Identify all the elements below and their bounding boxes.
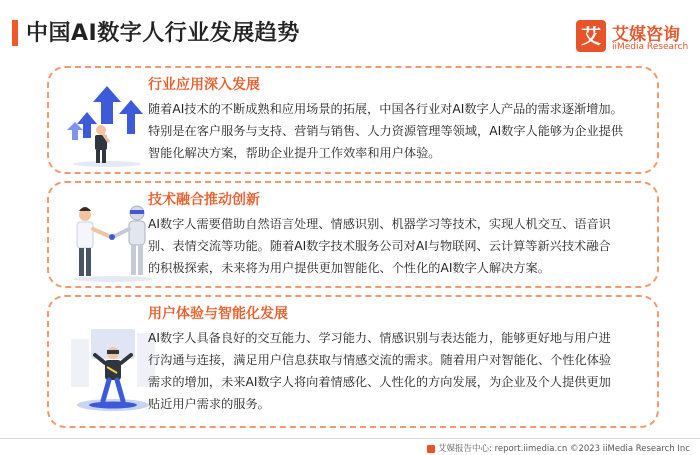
trend-card-1 xyxy=(47,66,659,174)
card-line: 别、表情交流等功能。随着AI数字技术服务公司对AI与物联网、云计算等新兴技术融合 xyxy=(148,239,611,253)
card-line: AI数字人具备良好的交互能力、学习能力、情感识别与表达能力，能够更好地与用户进 xyxy=(148,331,611,345)
brand-logo xyxy=(576,20,692,56)
footer-divider xyxy=(0,438,700,439)
card-line: 智能化解决方案，帮助企业提升工作效率和用户体验。 xyxy=(148,146,441,160)
trend-card-2 xyxy=(47,181,659,288)
page-title: 中国AI数字人行业发展趋势 xyxy=(26,21,300,46)
card-line: 随着AI技术的不断成熟和应用场景的拓展，中国各行业对AI数字人产品的需求逐渐增加。 xyxy=(148,102,623,116)
card-heading: 用户体验与智能化发展 xyxy=(148,306,288,322)
logo-mark: 艾 xyxy=(576,20,606,52)
footer-logo-icon xyxy=(427,445,435,453)
card-line: 的积极探索，未来将为用户提供更加智能化、个性化的AI数字人解决方案。 xyxy=(148,261,550,275)
card-line: 需求的增加，未来AI数字人将向着情感化、人性化的方向发展，为企业及个人提供更加 xyxy=(148,375,611,389)
card-text xyxy=(148,327,648,415)
card-line: AI数字人需要借助自然语言处理、情感识别、机器学习等技术，实现人机交互、语音识 xyxy=(148,217,611,231)
card-line: 贴近用户需求的服务。 xyxy=(148,397,270,411)
card-heading: 行业应用深入发展 xyxy=(148,77,260,93)
card-text xyxy=(148,98,648,164)
footer-text: 艾媒报告中心: report.iimedia.cn ©2023 iiMedia Research Inc xyxy=(438,444,690,454)
card-line: 行沟通与连接，满足用户信息获取与情感交流的需求。随着用户对智能化、个性化体验 xyxy=(148,353,612,367)
card-line: 特别是在客户服务与支持、营销与销售、人力资源管理等领域，AI数字人能够为企业提供 xyxy=(148,124,624,138)
title-accent-bar xyxy=(12,20,18,46)
footer xyxy=(427,442,690,454)
trend-card-3 xyxy=(47,295,659,428)
card-text xyxy=(148,213,648,279)
logo-name: 艾媒咨询 xyxy=(612,25,680,45)
card-heading: 技术融合推动创新 xyxy=(148,192,260,208)
logo-subname: iiMedia Research xyxy=(612,42,689,52)
